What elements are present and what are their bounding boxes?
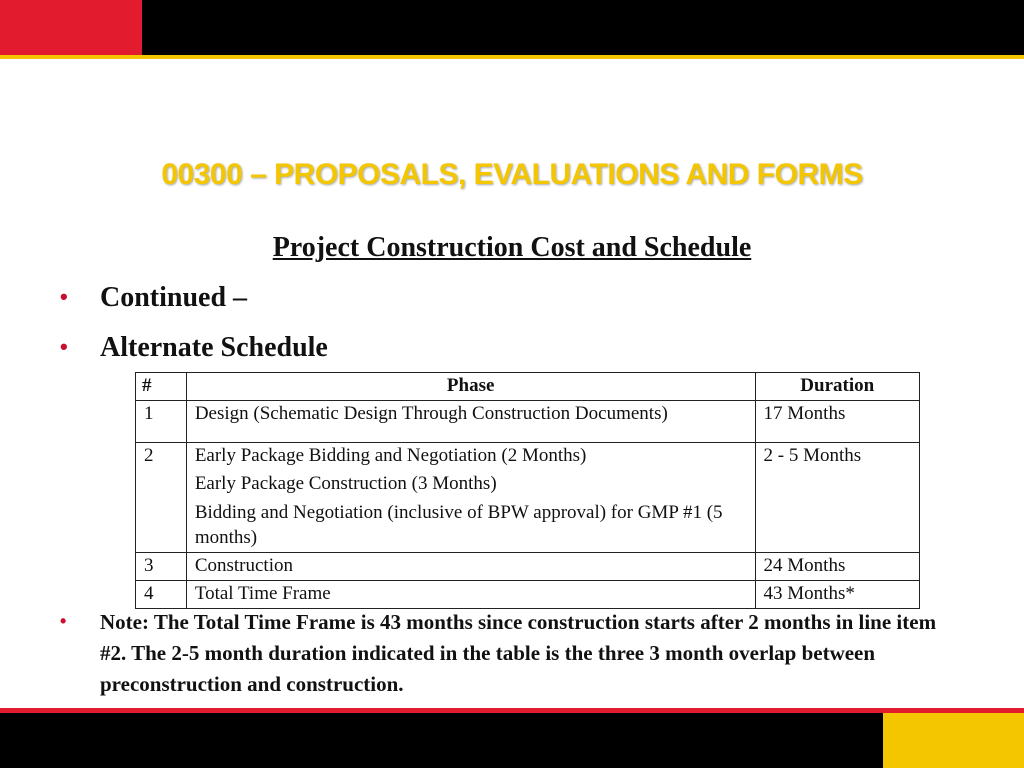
phase-text: Total Time Frame bbox=[194, 583, 331, 604]
top-banner bbox=[0, 0, 1024, 55]
row-phase bbox=[186, 553, 755, 581]
bottom-banner bbox=[0, 713, 1024, 768]
row-duration: 2 - 5 Months bbox=[755, 443, 919, 553]
row-duration: 17 Months bbox=[755, 401, 919, 443]
bottom-yellow-block bbox=[883, 713, 1024, 768]
table-row bbox=[136, 443, 920, 553]
row-phase bbox=[186, 443, 755, 553]
row-phase bbox=[186, 581, 755, 609]
table-row bbox=[136, 401, 920, 443]
schedule-table bbox=[135, 372, 920, 609]
row-phase bbox=[186, 401, 755, 443]
row-number: 3 bbox=[136, 553, 187, 581]
bullet-dot: • bbox=[60, 611, 67, 631]
row-duration: 43 Months* bbox=[755, 581, 919, 609]
bullet-text: Alternate Schedule bbox=[100, 332, 328, 363]
row-number: 1 bbox=[136, 401, 187, 443]
phase-text: Construction bbox=[194, 555, 293, 576]
phase-text: Bidding and Negotiation (inclusive of BPW approval) for GMP #1 (5 months) bbox=[194, 502, 723, 548]
bullet-dot: • bbox=[60, 284, 68, 309]
header-number: # bbox=[136, 373, 187, 401]
header-phase: Phase bbox=[186, 373, 755, 401]
note-text: Note: The Total Time Frame is 43 months since construction starts after 2 months in line item #2. The 2-5 month duration indicated in the table is the three 3 month overlap between preconstruction and construction. bbox=[100, 610, 937, 696]
table-row bbox=[136, 581, 920, 609]
slide-subtitle: Project Construction Cost and Schedule bbox=[272, 232, 752, 263]
bullet-text: Continued – bbox=[100, 282, 248, 313]
slide-title: 00300 – PROPOSALS, EVALUATIONS AND FORMS bbox=[161, 158, 863, 191]
header-duration: Duration bbox=[755, 373, 919, 401]
top-red-block bbox=[0, 0, 142, 55]
row-number: 4 bbox=[136, 581, 187, 609]
top-yellow-rule bbox=[0, 55, 1024, 59]
table-header-row bbox=[136, 373, 920, 401]
phase-text: Design (Schematic Design Through Construction Documents) bbox=[194, 403, 668, 424]
phase-text: Early Package Bidding and Negotiation (2 Months) bbox=[194, 445, 587, 466]
phase-text: Early Package Construction (3 Months) bbox=[194, 473, 497, 494]
table-row bbox=[136, 553, 920, 581]
row-duration: 24 Months bbox=[755, 553, 919, 581]
row-number: 2 bbox=[136, 443, 187, 553]
bullet-dot: • bbox=[60, 334, 68, 359]
